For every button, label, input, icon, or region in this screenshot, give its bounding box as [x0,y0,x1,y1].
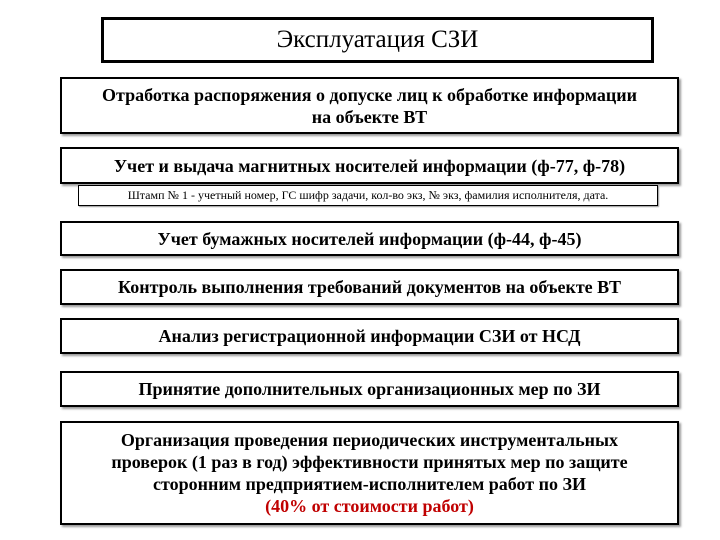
step-box-2 [60,147,679,184]
stamp-note-text: Штамп № 1 - учетный номер, ГС шифр задачи, кол-во экз, № экз, фамилия исполнителя, дата. [127,188,609,202]
step-box-4 [60,269,679,305]
step-4-text: Контроль выполнения требований документов на объекте ВТ [118,277,621,297]
step-box-5 [60,318,679,354]
stamp-note-box [78,185,658,206]
step-1-line-1: Отработка распоряжения о допуске лиц к обработке информации [102,84,637,105]
diagram-title: Эксплуатация СЗИ [276,26,479,53]
step-box-3 [60,221,679,256]
step-box-6 [60,371,679,407]
step-2-text: Учет и выдача магнитных носителей информации (ф-77, ф-78) [113,155,626,176]
diagram-title-box [101,17,654,63]
step-box-7 [60,421,679,525]
step-5-text: Анализ регистрационной информации СЗИ от НСД [158,326,581,346]
step-7-line-3: сторонним предприятием-исполнителем работ по ЗИ [153,474,586,494]
step-7-line-2: проверок (1 раз в год) эффективности принятых мер по защите [111,452,628,472]
step-6-text: Принятие дополнительных организационных мер по ЗИ [138,379,601,399]
step-box-1 [60,77,679,134]
step-1-line-2: на объекте ВТ [311,106,428,127]
step-7-line-1: Организация проведения периодических инструментальных [120,430,619,450]
step-7-cost-highlight: (40% от стоимости работ) [265,496,474,516]
step-3-text: Учет бумажных носителей информации (ф-44, ф-45) [157,228,582,249]
